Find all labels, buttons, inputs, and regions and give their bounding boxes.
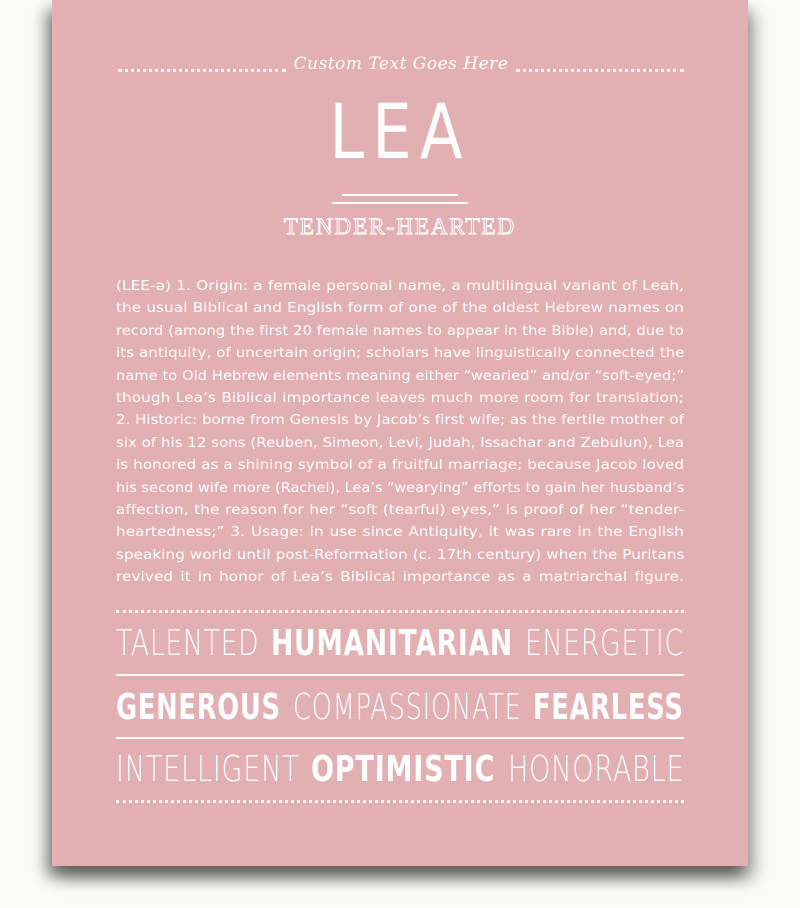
rule-lower: [332, 202, 468, 204]
custom-text: Custom Text Goes Here: [293, 54, 509, 74]
name-meaning: TENDER-HEARTED: [283, 214, 517, 239]
definition-line: is honored as a shining symbol of a fruitful marriage; because Jacob loved: [116, 458, 685, 474]
trait-word: ENERGETIC: [525, 623, 684, 664]
custom-text-row: [118, 52, 684, 82]
name-title: LEA: [329, 87, 471, 176]
traits-row-3: [116, 746, 684, 794]
definition-line: his second wife more (Rachel), Lea’s “wearying” efforts to gain her husband’s: [116, 480, 685, 496]
name-poster: [52, 0, 748, 866]
definition-line: six of his 12 sons (Reuben, Simeon, Levi, Judah, Issachar and Zebulun), Lea: [116, 435, 685, 451]
definition-line: revived it in honor of Lea’s Biblical importance as a matriarchal figure.: [116, 570, 684, 586]
trait-word: HONORABLE: [507, 749, 685, 790]
dotted-divider-traits-top: [116, 610, 684, 613]
definition-line: its antiquity, of uncertain origin; scholars have linguistically connected the: [116, 346, 685, 362]
trait-word: OPTIMISTIC: [311, 749, 496, 790]
definition-line: name to Old Hebrew elements meaning either “wearied” and/or “soft-eyed;”: [116, 368, 684, 384]
trait-word: TALENTED: [116, 623, 260, 664]
definition-line: 2. Historic: borne from Genesis by Jacob’s first wife; as the fertile mother of: [116, 413, 684, 429]
trait-word: GENEROUS: [116, 687, 281, 728]
definition-line: heartedness;” 3. Usage: in use since Antiquity, it was rare in the English: [116, 525, 684, 541]
rule-upper: [342, 194, 458, 196]
traits-rule-2: [116, 737, 684, 739]
definition-line: affection, the reason for her “soft (tearful) eyes,” is proof of her “tender-: [116, 503, 684, 519]
traits-row-2: [116, 684, 684, 732]
traits-rule-1: [116, 674, 684, 676]
trait-word: HUMANITARIAN: [271, 623, 514, 664]
definition-line: the usual Biblical and English form of one of the oldest Hebrew names on: [116, 301, 684, 317]
dotted-divider-traits-bottom: [116, 800, 684, 803]
trait-word: INTELLIGENT: [116, 749, 300, 790]
definition-line: though Lea’s Biblical importance leaves much more room for translation;: [116, 391, 684, 407]
trait-word: COMPASSIONATE: [292, 687, 522, 728]
definition-line: speaking world until post-Reformation (c. 17th century) when the Puritans: [116, 547, 685, 563]
traits-row-1: [116, 620, 684, 668]
definition-line: (LEE-ə) 1. Origin: a female personal name, a multilingual variant of Leah,: [116, 279, 684, 294]
dotted-divider-right: [516, 69, 684, 72]
definition-line: record (among the first 20 female names to appear in the Bible) and, due to: [116, 323, 685, 339]
name-definition: [116, 276, 684, 590]
trait-word: FEARLESS: [533, 687, 684, 728]
